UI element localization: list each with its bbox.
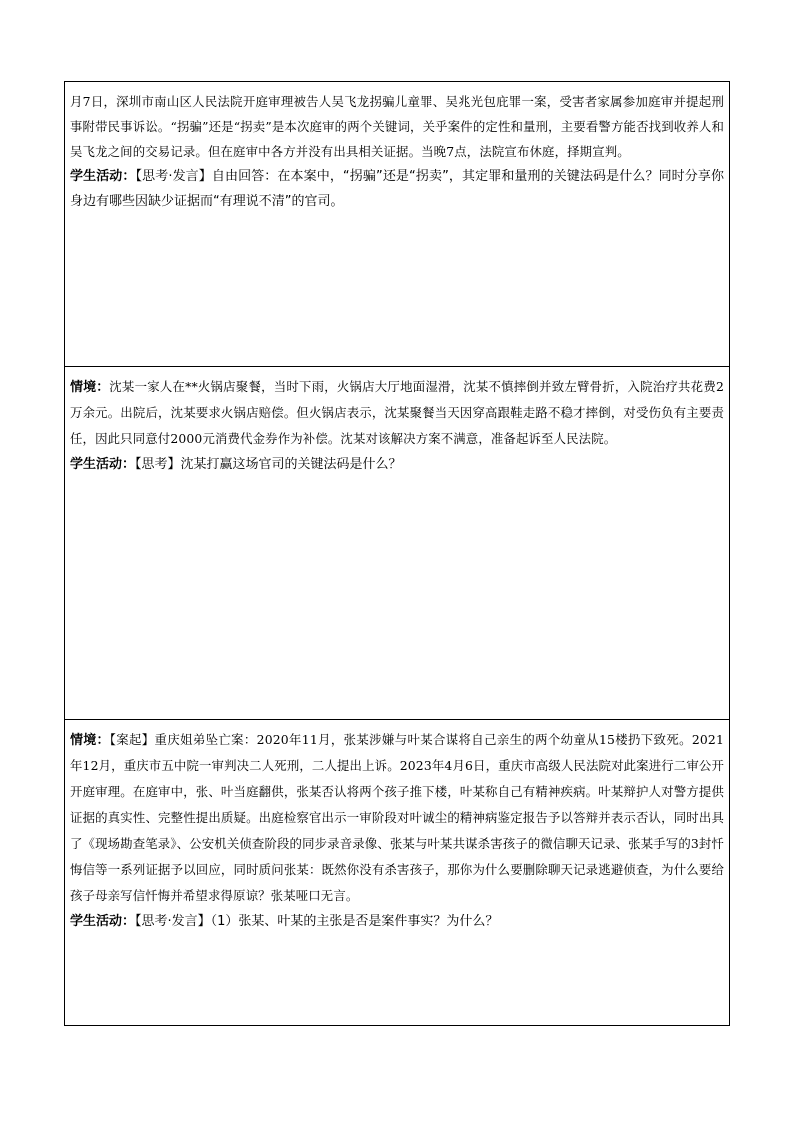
table-cell-case-2 <box>65 367 729 720</box>
student-activity <box>70 909 724 934</box>
table-cell-case-3 <box>65 720 729 1026</box>
activity-text: 【思考·发言】（1）张某、叶某的主张是否是案件事实？为什么？ <box>135 914 499 929</box>
scenario-label: 情境： <box>70 380 110 395</box>
scenario-label: 情境： <box>70 733 110 748</box>
case-text: 【案起】重庆姐弟坠亡案：2020年11月，张某涉嫌与叶某合谋将自己亲生的两个幼童从15楼扔下致死。2021年12月，重庆市五中院一审判决二人死刑，二人提出上诉。2023年4月6日，重庆市高级人民法院对此案进行二审公开开庭审理。在庭审中，张、叶当庭翻供，张某否认将两个孩子推下楼，叶某称自己有精神疾病。叶某辩护人对警方提供证据的真实性、完整性提出质疑。出庭检察官出示一审阶段对叶诚尘的精神病鉴定报告予以答辩并表示否认，同时出具了《现场勘查笔录》、公安机关侦查阶段的同步录音录像、张某与叶某共谋杀害孩子的微信聊天记录、张某手写的3封忏悔信等一系列证据予以回应，同时质问张某：既然你没有杀害孩子，那你为什么要删除聊天记录逃避侦查，为什么要给孩子母亲写信忏悔并希望求得原谅？张某哑口无言。 <box>70 732 724 903</box>
lesson-table <box>64 81 730 1026</box>
scenario-paragraph <box>70 374 724 452</box>
activity-label: 学生活动： <box>70 914 136 929</box>
activity-text: 【思考·发言】自由回答：在本案中，“拐骗”还是“拐卖”，其定罪和量刑的关键法码是什么？同时分享你身边有哪些因缺少证据而“有理说不清”的官司。 <box>70 169 724 209</box>
activity-label: 学生活动： <box>70 169 136 184</box>
case-paragraph <box>70 89 724 164</box>
case-text: 月7日，深圳市南山区人民法院开庭审理被告人吴飞龙拐骗儿童罪、吴兆光包庇罪一案，受害者家属参加庭审并提起刑事附带民事诉讼。“拐骗”还是“拐卖”是本次庭审的两个关键词，关乎案件的定性和量刑，主要看警方能否找到收养人和吴飞龙之间的交易记录。但在庭审中各方并没有出具相关证据。当晚7点，法院宣布休庭，择期宣判。 <box>70 94 724 159</box>
student-activity <box>70 164 724 214</box>
student-activity <box>70 452 724 477</box>
activity-label: 学生活动： <box>70 457 136 472</box>
activity-text: 【思考】沈某打赢这场官司的关键法码是什么？ <box>135 457 402 472</box>
scenario-paragraph <box>70 727 724 909</box>
case-text: 沈某一家人在**火锅店聚餐，当时下雨，火锅店大厅地面湿滑，沈某不慎摔倒并致左臂骨折，入院治疗共花费2万余元。出院后，沈某要求火锅店赔偿。但火锅店表示，沈某聚餐当天因穿高跟鞋走路不稳才摔倒，对受伤负有主要责任，因此只同意付2000元消费代金券作为补偿。沈某对该解决方案不满意，准备起诉至人民法院。 <box>70 379 724 446</box>
table-cell-case-1 <box>65 82 729 367</box>
